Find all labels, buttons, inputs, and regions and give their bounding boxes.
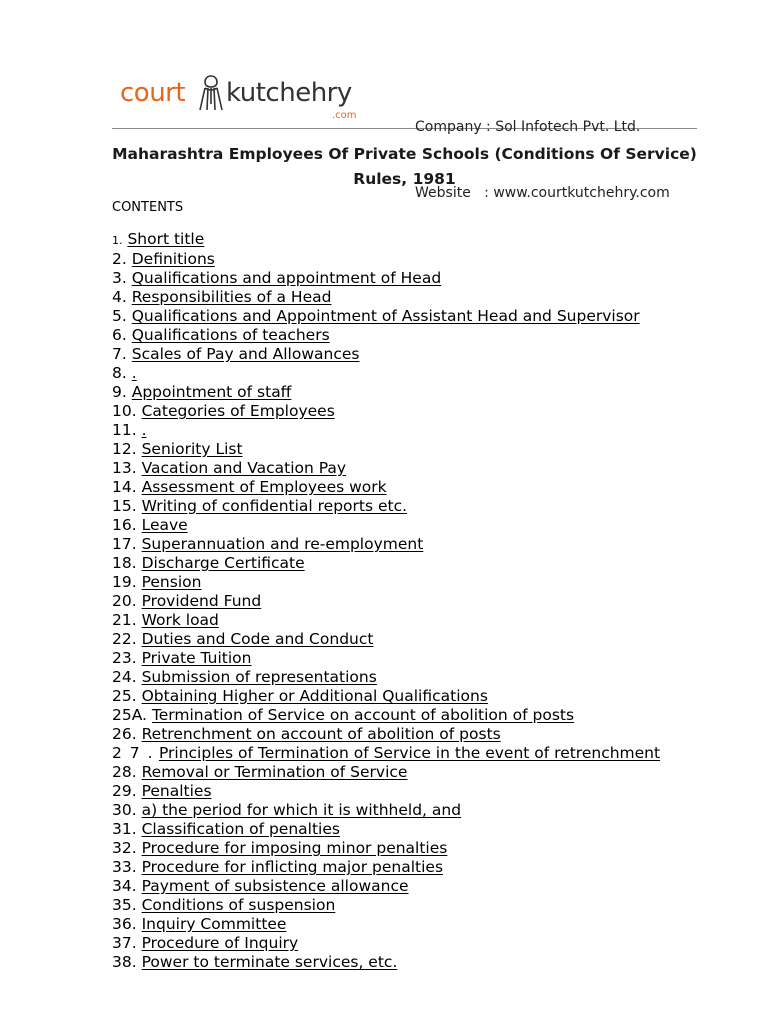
logo-kutchehry-text: kutchehry <box>226 78 352 108</box>
toc-item-link[interactable]: Qualifications and Appointment of Assistant Head and Supervisor <box>131 307 640 325</box>
toc-item-link[interactable]: Principles of Termination of Service in the event of retrenchment <box>158 744 661 762</box>
toc-item <box>112 611 697 630</box>
toc-item-link[interactable]: Responsibilities of a Head <box>131 288 332 306</box>
toc-item-link[interactable]: Writing of confidential reports etc. <box>141 497 408 515</box>
toc-item <box>112 763 697 782</box>
toc-item <box>112 877 697 896</box>
toc-item-link[interactable]: Categories of Employees <box>141 402 335 420</box>
toc-item-number: 2 7 . <box>112 744 155 762</box>
toc-item-link[interactable]: Submission of representations <box>141 668 377 686</box>
document-title: Maharashtra Employees Of Private Schools (Conditions Of Service) Rules, 1981 <box>112 145 697 188</box>
table-of-contents <box>112 230 697 972</box>
toc-item-link[interactable]: Procedure for inflicting major penalties <box>141 858 444 876</box>
toc-item-number: 13. <box>112 459 137 477</box>
toc-item-number: 4. <box>112 288 127 306</box>
toc-item <box>112 364 697 383</box>
toc-item-link[interactable]: Qualifications of teachers <box>131 326 330 344</box>
toc-item-link[interactable]: Procedure of Inquiry <box>141 934 299 952</box>
toc-item-link[interactable]: Payment of subsistence allowance <box>141 877 409 895</box>
toc-item-link[interactable]: Classification of penalties <box>141 820 340 838</box>
toc-item-number: 32. <box>112 839 137 857</box>
toc-item <box>112 269 697 288</box>
toc-item <box>112 383 697 402</box>
toc-item-number: 12. <box>112 440 137 458</box>
toc-item <box>112 839 697 858</box>
toc-item-link[interactable]: Penalties <box>141 782 212 800</box>
toc-item-link[interactable]: Providend Fund <box>141 592 262 610</box>
toc-item-number: 37. <box>112 934 137 952</box>
toc-item-link[interactable]: Inquiry Committee <box>141 915 287 933</box>
toc-item-link[interactable]: Scales of Pay and Allowances <box>131 345 360 363</box>
toc-item <box>112 801 697 820</box>
toc-item-link[interactable]: Conditions of suspension <box>141 896 336 914</box>
toc-item <box>112 554 697 573</box>
toc-item-link[interactable]: Pension <box>141 573 202 591</box>
toc-item <box>112 421 697 440</box>
toc-item-number: 2. <box>112 250 127 268</box>
company-line: Company : Sol Infotech Pvt. Ltd. <box>415 119 641 135</box>
toc-item-link[interactable]: Qualifications and appointment of Head <box>131 269 442 287</box>
toc-item-number: 35. <box>112 896 137 914</box>
toc-item-link[interactable]: Discharge Certificate <box>141 554 305 572</box>
toc-item <box>112 744 697 763</box>
toc-item-number: 11. <box>112 421 137 439</box>
toc-item <box>112 915 697 934</box>
toc-item <box>112 573 697 592</box>
toc-item <box>112 345 697 364</box>
toc-item-number: 36. <box>112 915 137 933</box>
toc-item <box>112 592 697 611</box>
toc-item <box>112 250 697 269</box>
toc-item-link[interactable]: Short title <box>127 230 205 248</box>
toc-item-link[interactable]: Superannuation and re-employment <box>141 535 424 553</box>
toc-item-number: 24. <box>112 668 137 686</box>
toc-item-link[interactable]: Seniority List <box>141 440 243 458</box>
toc-item-number: 22. <box>112 630 137 648</box>
toc-item-number: 5. <box>112 307 127 325</box>
toc-item-link[interactable]: Definitions <box>131 250 215 268</box>
toc-item <box>112 896 697 915</box>
toc-item-link[interactable]: a) the period for which it is withheld, and <box>141 801 462 819</box>
toc-item-number: 7. <box>112 345 127 363</box>
toc-item-link[interactable]: Procedure for imposing minor penalties <box>141 839 448 857</box>
toc-item-number: 3. <box>112 269 127 287</box>
toc-item-link[interactable]: Vacation and Vacation Pay <box>141 459 347 477</box>
toc-item-number: 16. <box>112 516 137 534</box>
toc-item <box>112 782 697 801</box>
toc-item <box>112 440 697 459</box>
toc-item-number: 17. <box>112 535 137 553</box>
toc-item-link[interactable]: Assessment of Employees work <box>141 478 387 496</box>
logo-com-text: .com <box>332 110 357 121</box>
toc-item <box>112 288 697 307</box>
toc-item-link[interactable]: . <box>131 364 137 382</box>
toc-item <box>112 459 697 478</box>
contents-label: CONTENTS <box>112 200 184 215</box>
toc-item <box>112 307 697 326</box>
toc-item <box>112 478 697 497</box>
toc-item <box>112 326 697 345</box>
toc-item <box>112 402 697 421</box>
logo-court-text: court <box>120 78 186 108</box>
toc-item-number: 8. <box>112 364 127 382</box>
toc-item-number: 10. <box>112 402 137 420</box>
judge-figure-icon <box>196 74 226 112</box>
toc-item-number: 23. <box>112 649 137 667</box>
toc-item <box>112 687 697 706</box>
toc-item-number: 9. <box>112 383 127 401</box>
toc-item-link[interactable]: Termination of Service on account of abolition of posts <box>151 706 575 724</box>
toc-item-number: 25A. <box>112 706 147 724</box>
toc-item-number: 21. <box>112 611 137 629</box>
toc-item <box>112 934 697 953</box>
toc-item <box>112 858 697 877</box>
toc-item-number: 14. <box>112 478 137 496</box>
toc-item-number: 26. <box>112 725 137 743</box>
toc-item-number: 25. <box>112 687 137 705</box>
toc-item-link[interactable]: Private Tuition <box>141 649 252 667</box>
toc-item-number: 28. <box>112 763 137 781</box>
toc-item-number: 31. <box>112 820 137 838</box>
toc-item-link[interactable]: Obtaining Higher or Additional Qualifications <box>141 687 488 705</box>
toc-item-link[interactable]: Appointment of staff <box>131 383 292 401</box>
toc-item <box>112 516 697 535</box>
toc-item-link[interactable]: . <box>141 421 147 439</box>
website-line[interactable]: Website : www.courtkutchehry.com <box>415 185 670 201</box>
toc-item <box>112 230 697 250</box>
toc-item-number: 1. <box>112 234 123 247</box>
toc-item-number: 33. <box>112 858 137 876</box>
toc-item <box>112 706 697 725</box>
toc-item-number: 19. <box>112 573 137 591</box>
toc-item <box>112 649 697 668</box>
toc-item-number: 20. <box>112 592 137 610</box>
toc-item-number: 38. <box>112 953 137 971</box>
toc-item <box>112 820 697 839</box>
toc-item-number: 6. <box>112 326 127 344</box>
toc-item <box>112 953 697 972</box>
toc-item <box>112 497 697 516</box>
toc-item-link[interactable]: Duties and Code and Conduct <box>141 630 374 648</box>
toc-item-link[interactable]: Power to terminate services, etc. <box>141 953 398 971</box>
toc-item-number: 29. <box>112 782 137 800</box>
toc-item-number: 30. <box>112 801 137 819</box>
toc-item-number: 34. <box>112 877 137 895</box>
toc-item-link[interactable]: Leave <box>141 516 188 534</box>
toc-item <box>112 535 697 554</box>
toc-item <box>112 630 697 649</box>
toc-item <box>112 668 697 687</box>
toc-item-number: 15. <box>112 497 137 515</box>
toc-item-link[interactable]: Retrenchment on account of abolition of posts <box>141 725 501 743</box>
toc-item-link[interactable]: Removal or Termination of Service <box>141 763 408 781</box>
toc-item-link[interactable]: Work load <box>141 611 219 629</box>
toc-item <box>112 725 697 744</box>
toc-item-number: 18. <box>112 554 137 572</box>
